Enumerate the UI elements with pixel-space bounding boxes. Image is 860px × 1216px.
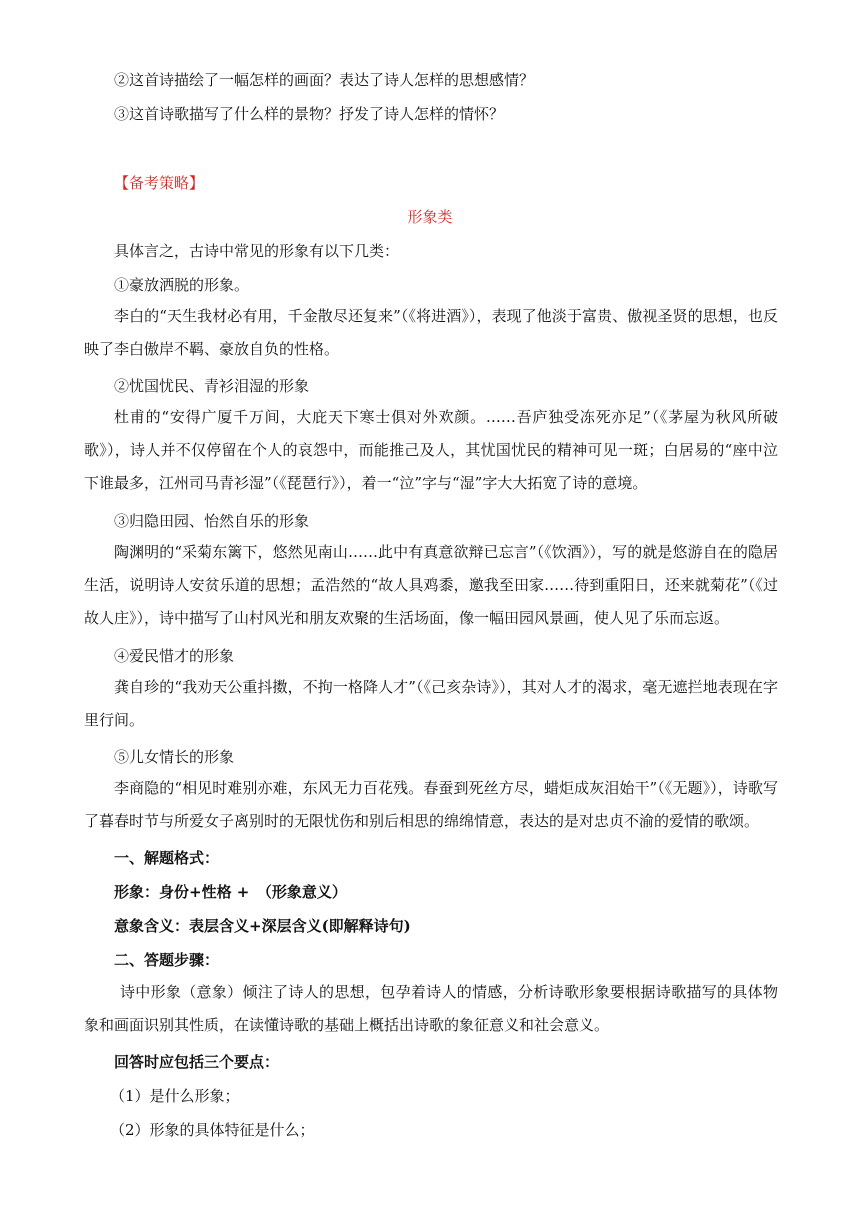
question-2: ②这首诗描绘了一幅怎样的画面？表达了诗人怎样的思想感情？ <box>114 71 535 89</box>
type-3-body: 陶渊明的“采菊东篱下，悠然见南山……此中有真意欲辩已忘言”（《饮酒》），写的就是悠游自在的隐居生活，说明诗人安贫乐道的思想；孟浩然的“故人具鸡黍，邀我至田家……待到重阳日，还来就菊花”（《过故人庄》），诗中描写了山村风光和朋友欢聚的生活场面，像一幅田园风景画，使人见了乐而忘返。 <box>84 543 778 627</box>
question-3: ③这首诗歌描写了什么样的景物？抒发了诗人怎样的情怀？ <box>114 105 505 123</box>
steps-body: 诗中形象（意象）倾注了诗人的思想，包孕着诗人的情感，分析诗歌形象要根据诗歌描写的具体物象和画面识别其性质，在读懂诗歌的基础上概括出诗歌的象征意义和社会意义。 <box>84 983 778 1034</box>
type-4-body: 龚自珍的“我劝天公重抖擞，不拘一格降人才”（《己亥杂诗》），其对人才的渴求，毫无遮拦地表现在字里行间。 <box>84 678 778 729</box>
strategy-header: 【备考策略】 <box>114 174 205 192</box>
format-meaning: 意象含义：表层含义+深层含义(即解释诗句) <box>114 917 411 935</box>
format-image: 形象：身份+性格 + （形象意义） <box>114 883 347 901</box>
type-4-title: ④爱民惜才的形象 <box>114 647 235 665</box>
type-5-title: ⑤儿女情长的形象 <box>114 748 235 766</box>
answer-point-1: （1）是什么形象； <box>110 1087 240 1105</box>
type-2-body: 杜甫的“安得广厦千万间，大庇天下寒士俱对外欢颜。……吾庐独受冻死亦足”（《茅屋为秋风所破歌》），诗人并不仅停留在个人的哀怨中，而能推己及人，其忧国忧民的精神可见一斑；白居易的“座中泣下谁最多，江州司马青衫湿”（《琵琶行》），着一“泣”字与“湿”字大大拓宽了诗的意境。 <box>84 408 778 492</box>
format-heading: 一、解题格式： <box>114 849 220 867</box>
intro-text: 具体言之，古诗中常见的形象有以下几类： <box>114 242 400 260</box>
type-2-title: ②忧国忧民、青衫泪湿的形象 <box>114 377 310 395</box>
section-title: 形象类 <box>407 208 453 226</box>
type-3-title: ③归隐田园、怡然自乐的形象 <box>114 512 310 530</box>
answer-heading: 回答时应包括三个要点： <box>114 1053 280 1071</box>
type-1-body: 李白的“天生我材必有用，千金散尽还复来”（《将进酒》），表现了他淡于富贵、傲视圣贤的思想，也反映了李白傲岸不羁、豪放自负的性格。 <box>84 307 778 358</box>
type-1-title: ①豪放洒脱的形象。 <box>114 276 250 294</box>
type-5-body: 李商隐的“相见时难别亦难，东风无力百花残。春蚕到死丝方尽，蜡炬成灰泪始干”（《无题》），诗歌写了暮春时节与所爱女子离别时的无限忧伤和别后相思的绵绵情意，表达的是对忠贞不渝的爱情的歌颂。 <box>84 779 778 830</box>
answer-point-2: （2）形象的具体特征是什么； <box>110 1121 315 1139</box>
steps-heading: 二、答题步骤： <box>114 951 220 969</box>
